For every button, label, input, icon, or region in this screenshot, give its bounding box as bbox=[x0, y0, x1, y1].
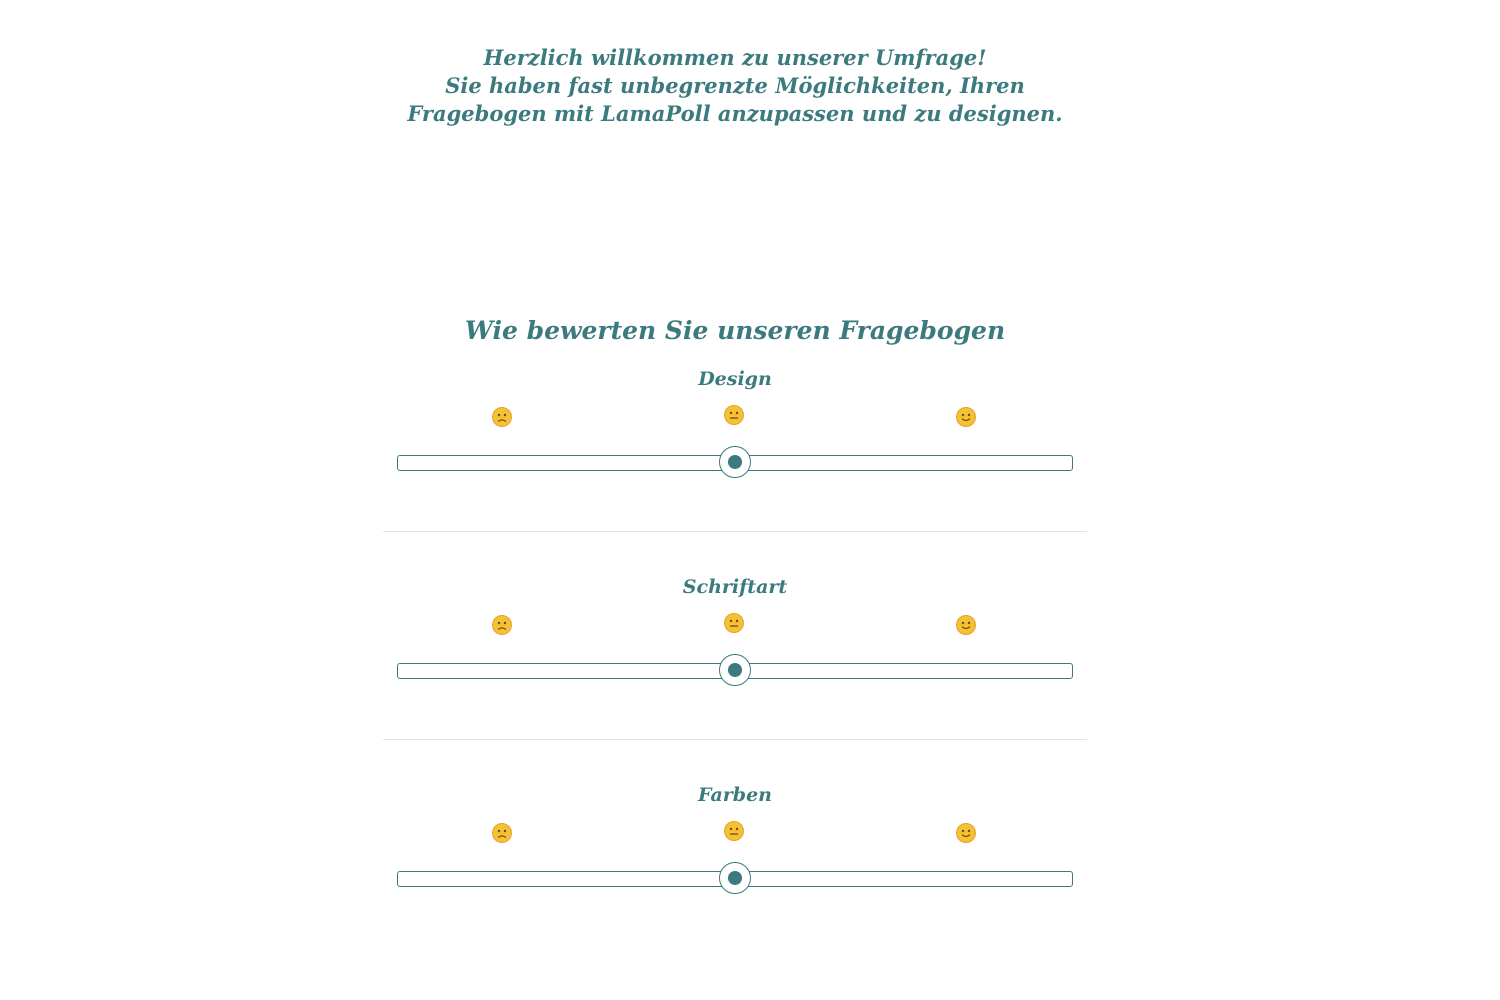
neutral-face-icon bbox=[724, 613, 744, 633]
divider bbox=[383, 739, 1087, 740]
rating-slider-farben[interactable] bbox=[397, 871, 1073, 887]
rating-label: Schriftart bbox=[682, 576, 788, 598]
slider-handle[interactable] bbox=[719, 862, 751, 894]
welcome-subtitle: Sie haben fast unbegrenzte Möglichkeiten, Ihren Fragebogen mit LamaPoll anzupassen und zu designen. bbox=[407, 73, 1063, 126]
neutral-face-icon bbox=[724, 821, 744, 841]
rating-design bbox=[383, 368, 1087, 576]
rating-slider-schriftart[interactable] bbox=[397, 663, 1073, 679]
slider-handle-dot bbox=[728, 455, 742, 469]
slider-handle[interactable] bbox=[719, 446, 751, 478]
neutral-face-icon bbox=[724, 405, 744, 425]
rating-slider-design[interactable] bbox=[397, 455, 1073, 471]
happy-face-icon bbox=[956, 407, 976, 427]
slider-handle-dot bbox=[728, 663, 742, 677]
welcome-header bbox=[383, 44, 1087, 128]
slider-handle[interactable] bbox=[719, 654, 751, 686]
sad-face-icon bbox=[492, 407, 512, 427]
happy-face-icon bbox=[956, 615, 976, 635]
rating-label: Farben bbox=[698, 784, 772, 806]
welcome-title: Herzlich willkommen zu unserer Umfrage! bbox=[483, 45, 987, 70]
question-title: Wie bewerten Sie unseren Fragebogen bbox=[464, 316, 1006, 345]
divider bbox=[383, 531, 1087, 532]
sad-face-icon bbox=[492, 615, 512, 635]
sad-face-icon bbox=[492, 823, 512, 843]
happy-face-icon bbox=[956, 823, 976, 843]
slider-handle-dot bbox=[728, 871, 742, 885]
rating-farben bbox=[383, 784, 1087, 992]
rating-label: Design bbox=[698, 368, 772, 390]
rating-schriftart bbox=[383, 576, 1087, 784]
